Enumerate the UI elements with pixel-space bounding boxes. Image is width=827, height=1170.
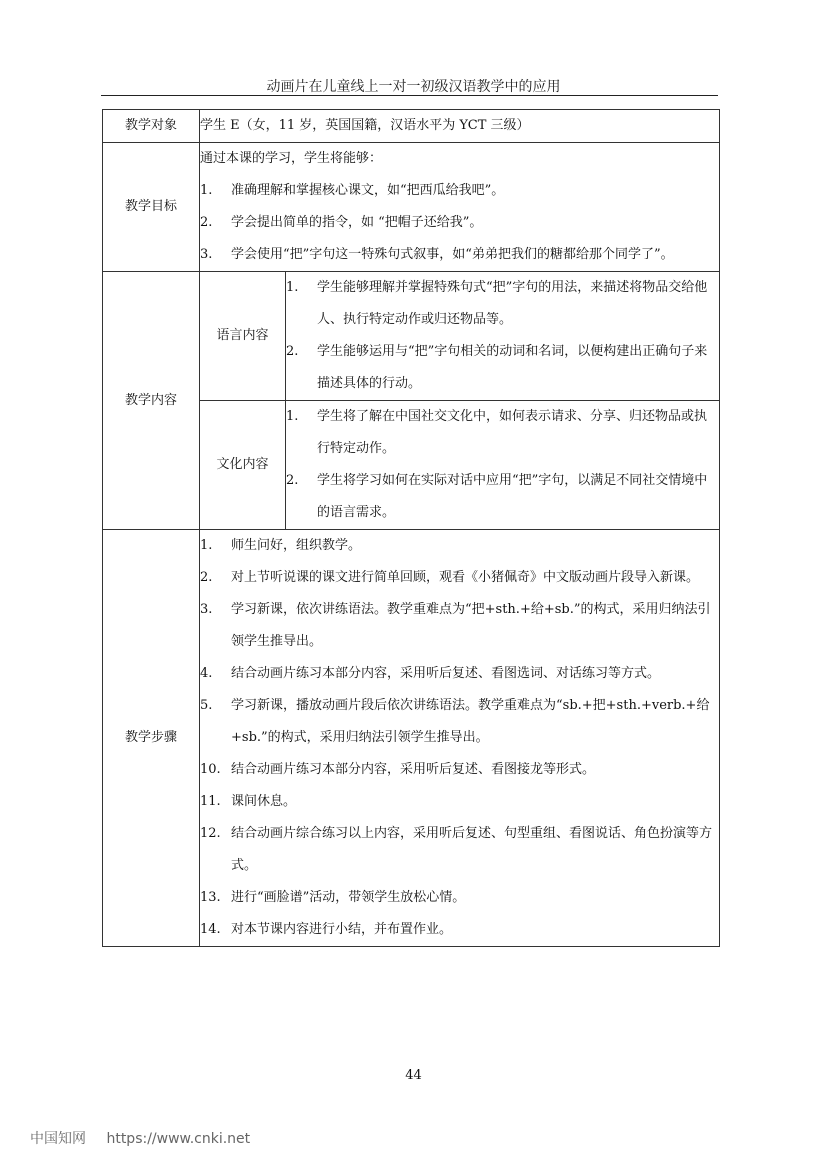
step-item: 10. 结合动画片练习本部分内容，采用听后复述、看图接龙等形式。 bbox=[200, 762, 596, 777]
page-number: 44 bbox=[405, 1068, 422, 1083]
language-content bbox=[286, 272, 720, 401]
culture-item: 1. 学生将了解在中国社交文化中，如何表示请求、分享、归还物品或执行特定动作。 bbox=[286, 409, 708, 456]
label-steps: 教学步骤 bbox=[103, 530, 200, 947]
language-item: 1. 学生能够理解并掌握特殊句式“把”字句的用法，来描述将物品交给他人、执行特定动作或归还物品等。 bbox=[286, 280, 708, 327]
step-item: 14. 对本节课内容进行小结，并布置作业。 bbox=[200, 922, 453, 937]
label-content: 教学内容 bbox=[103, 272, 200, 530]
label-language-content: 语言内容 bbox=[200, 272, 286, 401]
culture-content bbox=[286, 401, 720, 530]
step-item: 13. 进行“画脸谱”活动，带领学生放松心情。 bbox=[200, 890, 466, 905]
row-target bbox=[103, 110, 720, 143]
step-item: 12. 结合动画片综合练习以上内容，采用听后复述、句型重组、看图说话、角色扮演等方式。 bbox=[200, 826, 713, 873]
row-content-language bbox=[103, 272, 720, 401]
label-culture-content: 文化内容 bbox=[200, 401, 286, 530]
step-item: 11. 课间休息。 bbox=[200, 794, 297, 809]
value-target: 学生 E（女，11 岁，英国国籍，汉语水平为 YCT 三级） bbox=[200, 110, 720, 143]
cnki-watermark bbox=[30, 1128, 250, 1148]
label-goals: 教学目标 bbox=[103, 143, 200, 272]
watermark-url: https://www.cnki.net bbox=[106, 1131, 251, 1147]
goal-item: 3. 学会使用“把”字句这一特殊句式叙事，如“弟弟把我们的糖都给那个同学了”。 bbox=[200, 247, 674, 262]
row-steps bbox=[103, 530, 720, 947]
watermark-name: 中国知网 bbox=[30, 1131, 86, 1147]
goals-intro: 通过本课的学习，学生将能够： bbox=[200, 151, 383, 166]
step-item: 2. 对上节听说课的课文进行简单回顾，观看《小猪佩奇》中文版动画片段导入新课。 bbox=[200, 570, 700, 585]
step-item: 1. 师生问好，组织教学。 bbox=[200, 538, 362, 553]
header-divider bbox=[101, 95, 718, 96]
step-item: 4. 结合动画片练习本部分内容，采用听后复述、看图选词、对话练习等方式。 bbox=[200, 666, 661, 681]
step-item: 5. 学习新课，播放动画片段后依次讲练语法。教学重难点为“sb.+把+sth.+verb.+给+sb.”的构式，采用归纳法引领学生推导出。 bbox=[200, 698, 710, 745]
step-item: 3. 学习新课，依次讲练语法。教学重难点为“把+sth.+给+sb.”的构式，采用归纳法引领学生推导出。 bbox=[200, 602, 711, 649]
goal-item: 2. 学会提出简单的指令，如 “把帽子还给我”。 bbox=[200, 215, 483, 230]
language-item: 2. 学生能够运用与“把”字句相关的动词和名词，以便构建出正确句子来描述具体的行动。 bbox=[286, 344, 708, 391]
goals-content bbox=[200, 143, 720, 272]
label-target: 教学对象 bbox=[103, 110, 200, 143]
running-header: 动画片在儿童线上一对一初级汉语教学中的应用 bbox=[266, 79, 561, 95]
lesson-plan-table bbox=[102, 109, 720, 947]
steps-content bbox=[200, 530, 720, 947]
goal-item: 1. 准确理解和掌握核心课文，如“把西瓜给我吧”。 bbox=[200, 183, 505, 198]
culture-item: 2. 学生将学习如何在实际对话中应用“把”字句，以满足不同社交情境中的语言需求。 bbox=[286, 473, 708, 520]
row-goals bbox=[103, 143, 720, 272]
